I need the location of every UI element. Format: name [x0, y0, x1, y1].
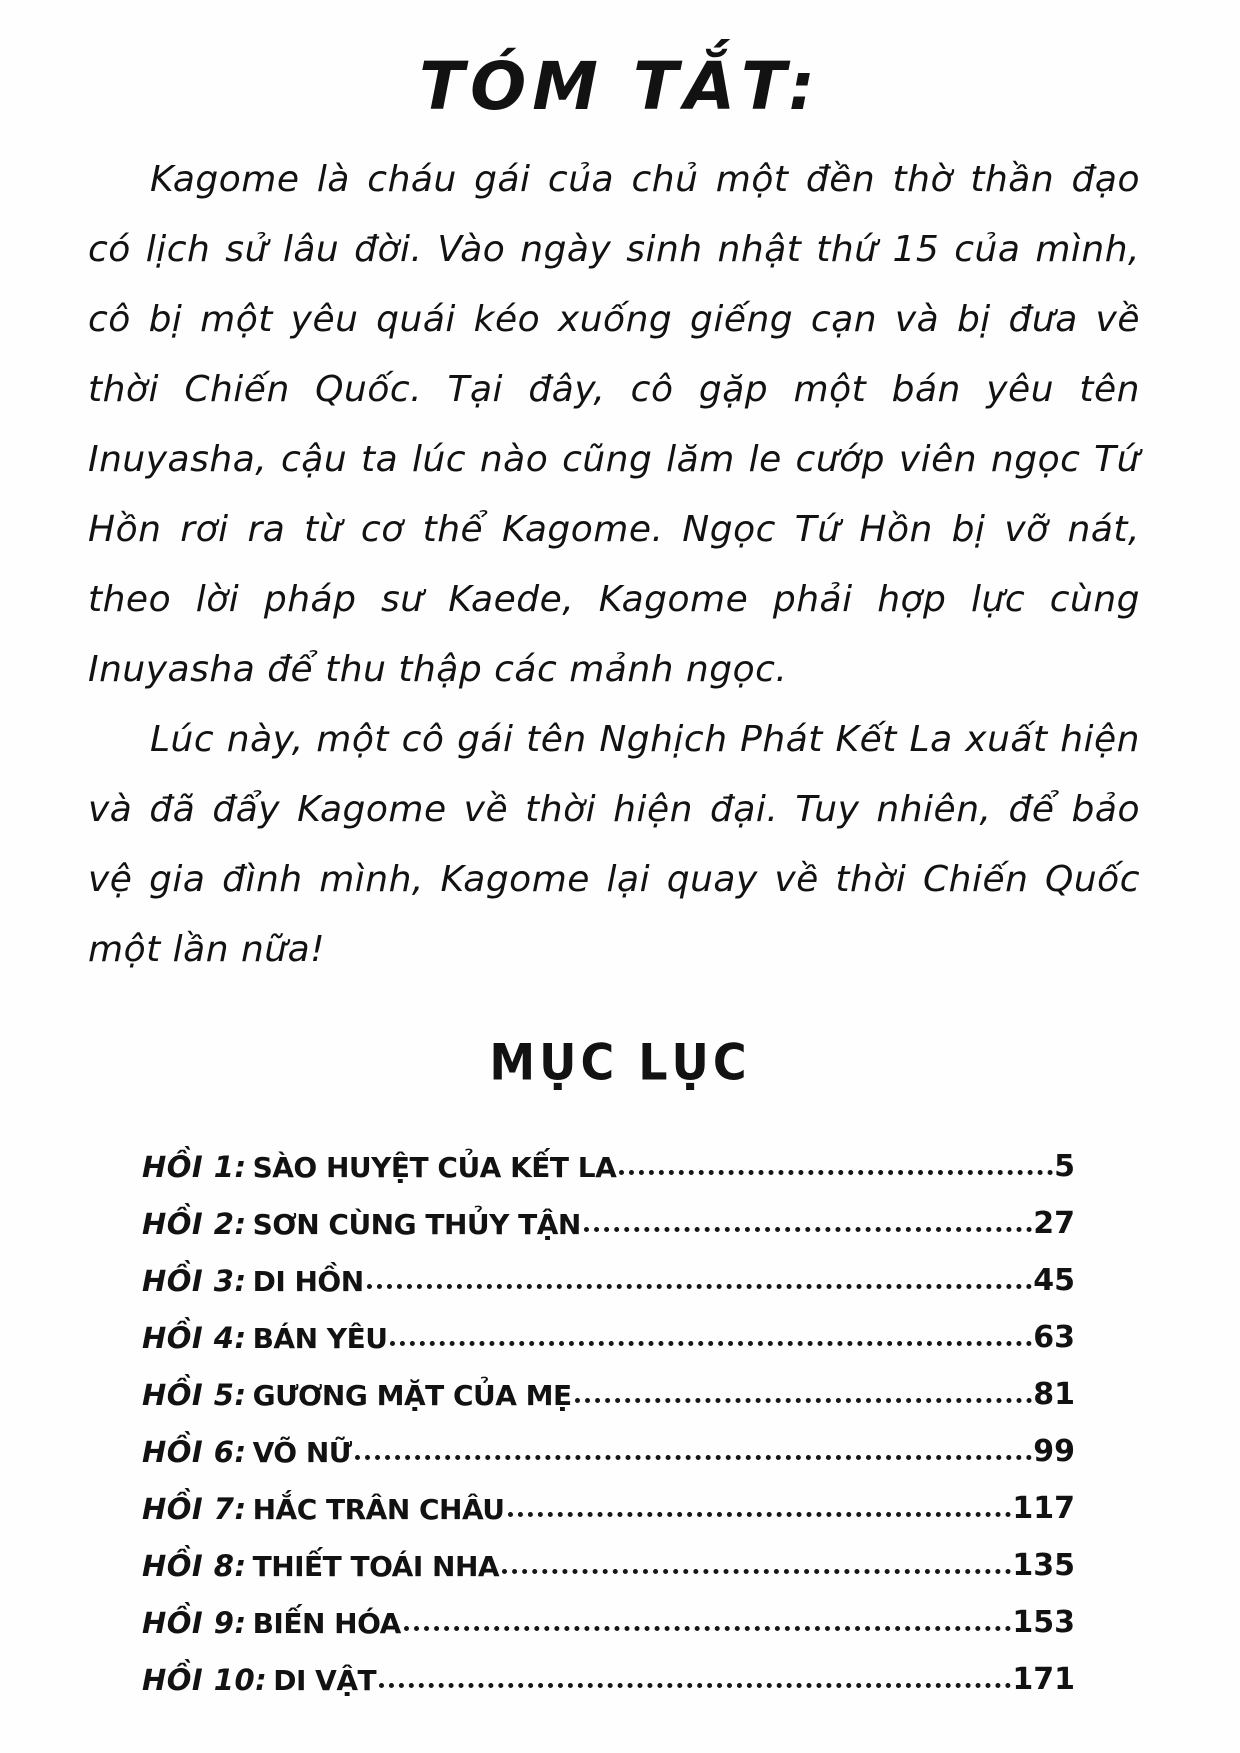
- toc-chapter-label: HỒI 4:: [142, 1320, 247, 1355]
- toc-page-number: 117: [1012, 1490, 1075, 1526]
- dot-leader: [379, 1683, 1011, 1688]
- toc-chapter-label: HỒI 10:: [142, 1662, 268, 1697]
- toc-page-number: 99: [1033, 1433, 1075, 1469]
- toc-page-number: 171: [1012, 1661, 1075, 1697]
- table-of-contents: [142, 1127, 1075, 1697]
- toc-chapter-title: BIẾN HÓA: [252, 1606, 401, 1640]
- dot-leader: [584, 1227, 1032, 1232]
- toc-row: [142, 1184, 1075, 1241]
- dot-leader: [355, 1455, 1033, 1460]
- toc-chapter-label: HỒI 9:: [142, 1605, 247, 1640]
- toc-page-number: 5: [1054, 1148, 1075, 1184]
- toc-row: [142, 1640, 1075, 1697]
- toc-row: [142, 1526, 1075, 1583]
- toc-chapter-label: HỒI 1:: [142, 1149, 247, 1184]
- toc-chapter-title: GƯƠNG MẶT CỦA MẸ: [252, 1378, 572, 1412]
- toc-row: [142, 1298, 1075, 1355]
- toc-page-number: 153: [1012, 1604, 1075, 1640]
- toc-row: [142, 1127, 1075, 1184]
- toc-chapter-title: SÀO HUYỆT CỦA KẾT LA: [252, 1150, 617, 1184]
- dot-leader: [508, 1512, 1012, 1517]
- toc-chapter-title: THIẾT TOÁI NHA: [252, 1549, 500, 1583]
- toc-chapter-label: HỒI 8:: [142, 1548, 247, 1583]
- toc-row: [142, 1355, 1075, 1412]
- toc-row: [142, 1469, 1075, 1526]
- toc-page-number: 81: [1033, 1376, 1075, 1412]
- dot-leader: [404, 1626, 1012, 1631]
- toc-page-number: 27: [1033, 1205, 1075, 1241]
- toc-heading: MỤC LỤC: [489, 1032, 751, 1091]
- toc-chapter-title: SƠN CÙNG THỦY TẬN: [252, 1207, 581, 1241]
- toc-chapter-title: HẮC TRÂN CHÂU: [252, 1492, 505, 1526]
- toc-page-number: 63: [1033, 1319, 1075, 1355]
- toc-page-number: 135: [1012, 1547, 1075, 1583]
- toc-page-number: 45: [1033, 1262, 1075, 1298]
- dot-leader: [575, 1398, 1033, 1403]
- summary-heading: TÓM TẮT:: [419, 48, 821, 125]
- toc-chapter-label: HỒI 5:: [142, 1377, 247, 1412]
- toc-chapter-title: VÕ NỮ: [252, 1435, 352, 1469]
- toc-chapter-label: HỒI 6:: [142, 1434, 247, 1469]
- toc-chapter-label: HỒI 2:: [142, 1206, 247, 1241]
- dot-leader: [619, 1170, 1053, 1175]
- summary-paragraph-1: Kagome là cháu gái của chủ một đền thờ thần đạo có lịch sử lâu đời. Vào ngày sinh nhật thứ 15 của mình, cô bị một yêu quái kéo xuống giếng cạn và bị đưa về thời Chiến Quốc. Tại đây, cô gặp một bán yêu tên Inuyasha, cậu ta lúc nào cũng lăm le cướp viên ngọc Tứ Hồn rơi ra từ cơ thể Kagome. Ngọc Tứ Hồn bị vỡ nát, theo lời pháp sư Kaede, Kagome phải hợp lực cùng Inuyasha để thu thập các mảnh ngọc.: [88, 158, 1140, 690]
- toc-chapter-label: HỒI 3:: [142, 1263, 247, 1298]
- toc-chapter-title: DI HỒN: [252, 1264, 364, 1298]
- toc-row: [142, 1583, 1075, 1640]
- dot-leader: [367, 1284, 1033, 1289]
- toc-chapter-title: BÁN YÊU: [252, 1321, 388, 1355]
- toc-row: [142, 1412, 1075, 1469]
- dot-leader: [390, 1341, 1032, 1346]
- toc-chapter-label: HỒI 7:: [142, 1491, 247, 1526]
- toc-chapter-title: DI VẬT: [273, 1663, 377, 1697]
- summary-body: [88, 145, 1140, 985]
- toc-row: [142, 1241, 1075, 1298]
- dot-leader: [502, 1569, 1011, 1574]
- summary-paragraph-2: Lúc này, một cô gái tên Nghịch Phát Kết La xuất hiện và đã đẩy Kagome về thời hiện đại. Tuy nhiên, để bảo vệ gia đình mình, Kagome lại quay về thời Chiến Quốc một lần nữa!: [88, 718, 1140, 970]
